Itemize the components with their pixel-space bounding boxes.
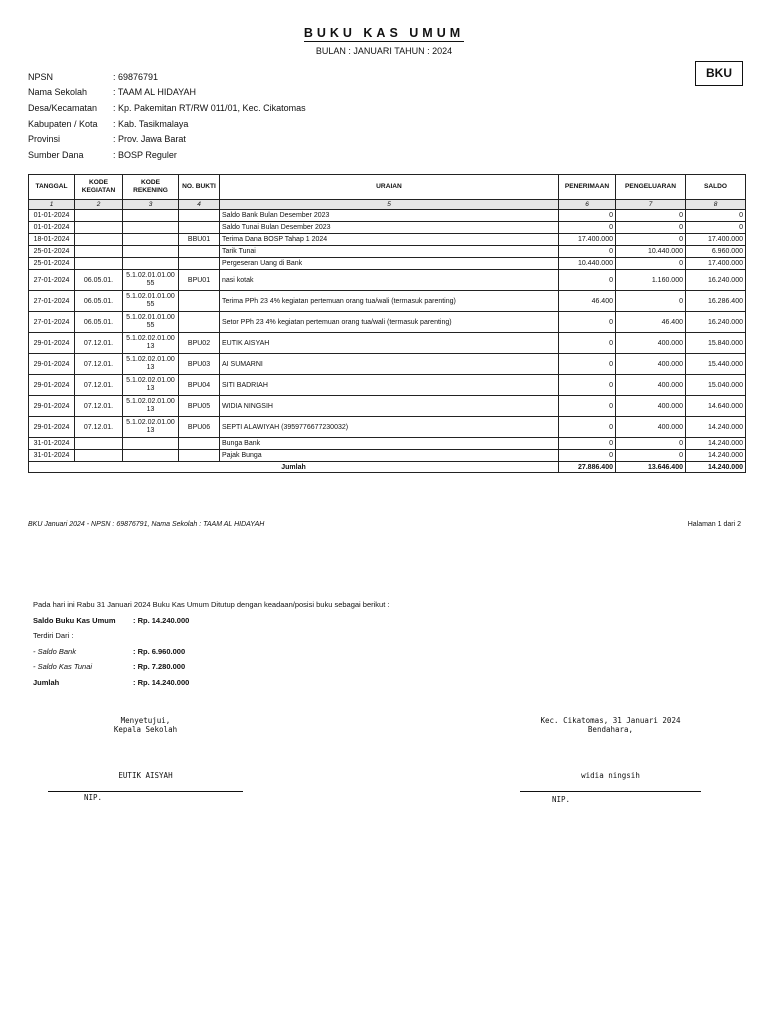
cell-tanggal: 29-01-2024 (29, 333, 75, 354)
bku-badge: BKU (695, 61, 743, 86)
cell-tanggal: 27-01-2024 (29, 270, 75, 291)
ledger-table (28, 174, 746, 473)
cell-kode-rekening (123, 222, 179, 234)
cell-saldo: 15.040.000 (686, 375, 746, 396)
header-saldo: SALDO (686, 175, 746, 200)
cell-kode-rekening (123, 246, 179, 258)
cell-kode-kegiatan (75, 450, 123, 462)
signature-left-heading: Menyetujui, Kepala Sekolah (113, 716, 178, 734)
cell-saldo: 0 (686, 210, 746, 222)
cell-kode-kegiatan (75, 234, 123, 246)
info-row-nama-sekolah: Nama Sekolah : TAAM AL HIDAYAH (28, 87, 197, 98)
cell-kode-rekening (123, 438, 179, 450)
school-info (28, 69, 306, 163)
table-header-row (29, 175, 746, 200)
header-tanggal: TANGGAL (29, 175, 75, 200)
cell-tanggal: 18-01-2024 (29, 234, 75, 246)
cell-saldo: 17.400.000 (686, 258, 746, 270)
closing-jumlah-row: Jumlah : Rp. 14.240.000 (33, 677, 190, 687)
table-row (29, 258, 746, 270)
cell-tanggal: 27-01-2024 (29, 312, 75, 333)
cell-no-bukti (179, 291, 220, 312)
cell-penerimaan: 0 (559, 354, 616, 375)
cell-kode-rekening: 5.1.02.01.01.00 55 (123, 312, 179, 333)
cell-kode-kegiatan (75, 438, 123, 450)
cell-kode-rekening: 5.1.02.02.01.00 13 (123, 333, 179, 354)
cell-saldo: 14.240.000 (686, 417, 746, 438)
cell-pengeluaran: 0 (616, 258, 686, 270)
cell-penerimaan: 10.440.000 (559, 258, 616, 270)
cell-kode-kegiatan: 06.05.01. (75, 312, 123, 333)
total-pengeluaran: 13.646.400 (616, 462, 686, 473)
info-row-npsn: NPSN : 69876791 (28, 71, 159, 82)
cell-no-bukti (179, 258, 220, 270)
cell-no-bukti: BPU04 (179, 375, 220, 396)
page-footer-caption: BKU Januari 2024 - NPSN : 69876791, Nama Sekolah : TAAM AL HIDAYAH (28, 521, 265, 528)
cell-tanggal: 29-01-2024 (29, 396, 75, 417)
cell-tanggal: 29-01-2024 (29, 354, 75, 375)
cell-penerimaan: 0 (559, 450, 616, 462)
header-kode-rekening: KODE REKENING (123, 175, 179, 200)
cell-penerimaan: 0 (559, 375, 616, 396)
closing-statement (33, 597, 389, 690)
table-row (29, 222, 746, 234)
closing-tunai-row: - Saldo Kas Tunai : Rp. 7.280.000 (33, 662, 186, 672)
cell-saldo: 16.240.000 (686, 312, 746, 333)
closing-saldo-row: Saldo Buku Kas Umum : Rp. 14.240.000 (33, 615, 190, 625)
page-subtitle: BULAN : JANUARI TAHUN : 2024 (315, 46, 453, 56)
cell-saldo: 0 (686, 222, 746, 234)
total-saldo: 14.240.000 (686, 462, 746, 473)
cell-saldo: 15.440.000 (686, 354, 746, 375)
table-row (29, 354, 746, 375)
cell-no-bukti (179, 312, 220, 333)
table-row (29, 375, 746, 396)
cell-kode-rekening (123, 258, 179, 270)
cell-no-bukti (179, 438, 220, 450)
info-row-desa: Desa/Kecamatan : Kp. Pakemitan RT/RW 011/01, Kec. Cikatomas (28, 102, 306, 113)
cell-uraian: nasi kotak (220, 270, 559, 291)
header-kode-kegiatan: KODE KEGIATAN (75, 175, 123, 200)
cell-no-bukti (179, 222, 220, 234)
cell-pengeluaran: 400.000 (616, 396, 686, 417)
cell-kode-rekening: 5.1.02.02.01.00 13 (123, 417, 179, 438)
cell-tanggal: 29-01-2024 (29, 375, 75, 396)
cell-kode-kegiatan: 06.05.01. (75, 270, 123, 291)
table-row (29, 312, 746, 333)
cell-uraian: SEPTI ALAWIYAH (3959776677230032) (220, 417, 559, 438)
cell-kode-rekening (123, 234, 179, 246)
cell-kode-kegiatan (75, 222, 123, 234)
column-number-row: 1 2 3 4 5 6 7 8 (29, 200, 746, 210)
cell-tanggal: 31-01-2024 (29, 450, 75, 462)
cell-pengeluaran: 46.400 (616, 312, 686, 333)
cell-pengeluaran: 10.440.000 (616, 246, 686, 258)
cell-penerimaan: 0 (559, 270, 616, 291)
cell-uraian: Pergeseran Uang di Bank (220, 258, 559, 270)
cell-pengeluaran: 400.000 (616, 417, 686, 438)
header-no-bukti: NO. BUKTI (179, 175, 220, 200)
cell-kode-kegiatan: 07.12.01. (75, 333, 123, 354)
cell-no-bukti: BPU01 (179, 270, 220, 291)
page-title: BUKU KAS UMUM (303, 26, 465, 40)
cell-kode-kegiatan: 07.12.01. (75, 417, 123, 438)
cell-uraian: AI SUMARNI (220, 354, 559, 375)
cell-tanggal: 29-01-2024 (29, 417, 75, 438)
cell-no-bukti: BPU05 (179, 396, 220, 417)
cell-kode-rekening: 5.1.02.01.01.00 55 (123, 270, 179, 291)
cell-kode-rekening: 5.1.02.02.01.00 13 (123, 375, 179, 396)
closing-bank-row: - Saldo Bank : Rp. 6.960.000 (33, 646, 186, 656)
cell-penerimaan: 0 (559, 222, 616, 234)
cell-uraian: EUTIK AISYAH (220, 333, 559, 354)
cell-uraian: Tarik Tunai (220, 246, 559, 258)
table-row (29, 438, 746, 450)
info-row-provinsi: Provinsi : Prov. Jawa Barat (28, 134, 186, 145)
cell-tanggal: 25-01-2024 (29, 246, 75, 258)
info-row-sumber-dana: Sumber Dana : BOSP Reguler (28, 149, 177, 160)
signature-right-name: widia ningsih (581, 771, 640, 780)
cell-kode-kegiatan: 07.12.01. (75, 354, 123, 375)
cell-saldo: 14.240.000 (686, 450, 746, 462)
header-uraian: URAIAN (220, 175, 559, 200)
cell-saldo: 16.240.000 (686, 270, 746, 291)
cell-saldo: 6.960.000 (686, 246, 746, 258)
cell-kode-kegiatan (75, 258, 123, 270)
cell-kode-kegiatan (75, 210, 123, 222)
closing-sentence: Pada hari ini Rabu 31 Januari 2024 Buku Kas Umum Ditutup dengan keadaan/posisi buku sebagai berikut : (33, 600, 390, 610)
header-pengeluaran: PENGELUARAN (616, 175, 686, 200)
cell-uraian: Terima PPh 23 4% kegiatan pertemuan orang tua/wali (termasuk parenting) (220, 291, 559, 312)
cell-pengeluaran: 0 (616, 210, 686, 222)
table-row (29, 210, 746, 222)
cell-saldo: 15.840.000 (686, 333, 746, 354)
cell-penerimaan: 0 (559, 438, 616, 450)
cell-kode-rekening: 5.1.02.01.01.00 55 (123, 291, 179, 312)
cell-uraian: Setor PPh 23 4% kegiatan pertemuan orang tua/wali (termasuk parenting) (220, 312, 559, 333)
cell-pengeluaran: 0 (616, 291, 686, 312)
table-row (29, 417, 746, 438)
total-row (29, 462, 746, 473)
cell-penerimaan: 0 (559, 210, 616, 222)
cell-uraian: SITI BADRIAH (220, 375, 559, 396)
cell-pengeluaran: 1.160.000 (616, 270, 686, 291)
cell-kode-kegiatan: 06.05.01. (75, 291, 123, 312)
cell-kode-rekening: 5.1.02.02.01.00 13 (123, 396, 179, 417)
cell-kode-rekening (123, 450, 179, 462)
cell-kode-rekening (123, 210, 179, 222)
cell-no-bukti: BBU01 (179, 234, 220, 246)
table-row (29, 450, 746, 462)
cell-tanggal: 25-01-2024 (29, 258, 75, 270)
cell-kode-kegiatan: 07.12.01. (75, 375, 123, 396)
cell-no-bukti (179, 210, 220, 222)
cell-uraian: WIDIA NINGSIH (220, 396, 559, 417)
cell-kode-rekening: 5.1.02.02.01.00 13 (123, 354, 179, 375)
cell-penerimaan: 0 (559, 333, 616, 354)
cell-tanggal: 01-01-2024 (29, 210, 75, 222)
cell-pengeluaran: 400.000 (616, 333, 686, 354)
total-label: Jumlah (29, 462, 559, 473)
cell-kode-kegiatan: 07.12.01. (75, 396, 123, 417)
signature-left-name: EUTIK AISYAH (118, 771, 173, 780)
cell-saldo: 14.240.000 (686, 438, 746, 450)
closing-terdiri: Terdiri Dari : (33, 631, 74, 641)
cell-tanggal: 01-01-2024 (29, 222, 75, 234)
signature-right-heading: Kec. Cikatomas, 31 Januari 2024 Bendahara, (540, 716, 681, 734)
cell-penerimaan: 0 (559, 417, 616, 438)
cell-penerimaan: 17.400.000 (559, 234, 616, 246)
cell-no-bukti (179, 450, 220, 462)
cell-pengeluaran: 400.000 (616, 375, 686, 396)
signature-right-nip: NIP. (552, 795, 571, 804)
cell-uraian: Saldo Tunai Bulan Desember 2023 (220, 222, 559, 234)
header-penerimaan: PENERIMAAN (559, 175, 616, 200)
cell-uraian: Pajak Bunga (220, 450, 559, 462)
total-penerimaan: 27.886.400 (559, 462, 616, 473)
cell-pengeluaran: 0 (616, 234, 686, 246)
cell-penerimaan: 0 (559, 396, 616, 417)
ledger-body (29, 210, 746, 462)
signature-left-nip: NIP. (84, 793, 103, 802)
cell-no-bukti: BPU06 (179, 417, 220, 438)
cell-pengeluaran: 400.000 (616, 354, 686, 375)
info-row-kabupaten: Kabupaten / Kota : Kab. Tasikmalaya (28, 118, 189, 129)
cell-no-bukti: BPU02 (179, 333, 220, 354)
table-row (29, 291, 746, 312)
table-row (29, 396, 746, 417)
cell-saldo: 17.400.000 (686, 234, 746, 246)
cell-tanggal: 27-01-2024 (29, 291, 75, 312)
cell-uraian: Bunga Bank (220, 438, 559, 450)
cell-saldo: 16.286.400 (686, 291, 746, 312)
cell-no-bukti (179, 246, 220, 258)
signature-left-line (48, 791, 243, 792)
cell-no-bukti: BPU03 (179, 354, 220, 375)
cell-uraian: Saldo Bank Bulan Desember 2023 (220, 210, 559, 222)
table-row (29, 333, 746, 354)
page-number: Halaman 1 dari 2 (687, 521, 741, 528)
cell-kode-kegiatan (75, 246, 123, 258)
cell-pengeluaran: 0 (616, 438, 686, 450)
cell-penerimaan: 0 (559, 246, 616, 258)
table-row (29, 234, 746, 246)
cell-penerimaan: 46.400 (559, 291, 616, 312)
table-row (29, 246, 746, 258)
cell-penerimaan: 0 (559, 312, 616, 333)
cell-tanggal: 31-01-2024 (29, 438, 75, 450)
signature-right-line (520, 791, 701, 792)
cell-uraian: Terima Dana BOSP Tahap 1 2024 (220, 234, 559, 246)
cell-saldo: 14.640.000 (686, 396, 746, 417)
cell-pengeluaran: 0 (616, 222, 686, 234)
table-row (29, 270, 746, 291)
cell-pengeluaran: 0 (616, 450, 686, 462)
